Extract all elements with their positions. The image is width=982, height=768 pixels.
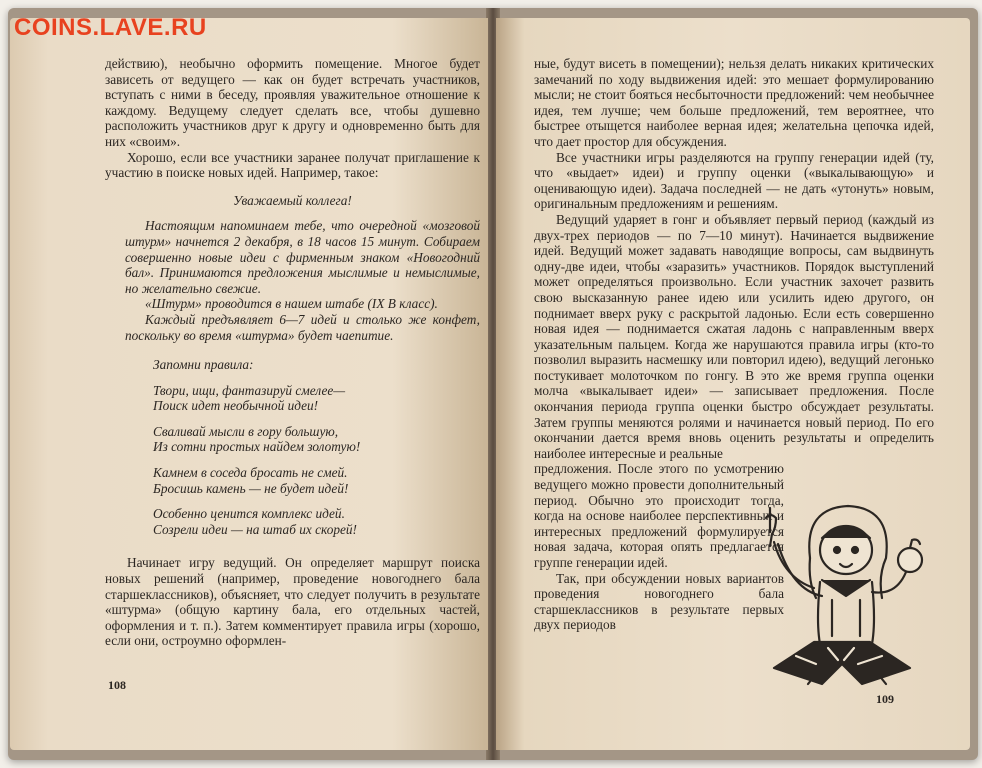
paragraph: Так, при обсуждении новых вариантов проведения новогоднего бала старшеклассников в результате первых двух периодов <box>534 570 784 633</box>
paragraph: предложения. После этого по усмотрению ведущего можно провести дополнительный период. Обычно это происходит тогда, когда на основе наиболее перспективных и интересных предложений формулируется новая задача, которая опять предлагается группе генерации идей. <box>534 461 784 570</box>
paragraph: Ведущий ударяет в гонг и объявляет первый период (каждый из двух-трех периодов — по 7—10 минут). Начинается выдвижение идей. Ведущий может задавать наводящие вопросы, сам выдвинуть одну-две идеи, чтобы «заразить» участников. Порядок выступлений может определяться произвольно. Если участник захочет развить свою высказанную ранее идею или усилить идею другого, он поднимает вверх руку с раскрытой ладонью. Если есть совершенно новая идея — поднимается сжатая ладонь с направленным вверх указательным пальцем. Когда же нарушаются правила игры (кто-то позволил выразить насмешку или повторил идею), ведущий легонько постукивает молоточком по гонгу. В это же время группа оценки молча «выкалывает идеи» — записывает предложения. После окончания периода группа оценки быстро обсуждает результаты. Затем группы меняются ролями и начинается новый период. По его окончании дается время вновь оценить результаты и определить наиболее интересные и реальные <box>534 211 934 461</box>
paragraph: Все участники игры разделяются на группу генерации идей (ту, что «выдает» идеи) и группу оценки («выкалывающую» и оценивающую идеи). Задача последней — не дать «утонуть» новым, оригинальным предложениям и решениям. <box>534 149 934 212</box>
poem-stanza <box>105 424 480 455</box>
poem-line: Сваливай мысли в гору большую, <box>153 423 339 439</box>
left-page-text <box>105 56 480 649</box>
invitation-letter <box>105 193 480 343</box>
right-page <box>496 18 970 750</box>
paragraph: действию), необычно оформить помещение. Многое будет зависеть от ведущего — как он будет встречать участников, вступать с ними в беседу, проявляя уважительное отношение к каждому. Ведущему следует сделать все, чтобы душевно расположить участников друг к другу и одновременно быть для них «своим». <box>105 56 480 149</box>
poem-line: Из сотни простых найдем золотую! <box>153 439 361 455</box>
poem-line: Камнем в соседа бросать не смей. <box>153 465 348 481</box>
site-watermark: COINS.LAVE.RU <box>14 14 207 41</box>
poem-line: Особенно ценится комплекс идей. <box>153 506 345 522</box>
letter-salutation: Уважаемый коллега! <box>233 192 352 208</box>
paragraph: Хорошо, если все участники заранее получат приглашение к участию в поиске новых идей. Например, такое: <box>105 149 480 181</box>
letter-paragraph: Настоящим напоминаем тебе, что очередной «мозговой штурм» начнется 2 декабря, в 18 часов 15 минут. Собираем совершенно новые идеи с фирменным знаком «Новогодний бал». Принимаются предложения мыслимые и немыслимые, но желательно свежие. <box>125 218 480 296</box>
poem-stanza <box>105 383 480 414</box>
poem-line: Поиск идет необычной идеи! <box>153 398 319 414</box>
letter-paragraph: «Штурм» проводится в нашем штабе (IX В класс). <box>145 296 438 312</box>
paragraph: Начинает игру ведущий. Он определяет маршрут поиска новых решений (например, проведение новогоднего бала старшеклассников), объясняет, что следует получить в результате «штурма» (общую картину бала, его отдельных частей, оформления и т. п.). Затем комментирует правила игры (хорошо, если они, остроумно оформлен- <box>105 555 480 649</box>
poem-line: Твори, ищи, фантазируй смелее— <box>153 382 346 398</box>
poem-line: Созрели идеи — на штаб их скорей! <box>153 521 357 537</box>
letter-paragraph: Каждый предъявляет 6—7 идей и столько же конфет, поскольку во время «штурма» будет чаепитие. <box>125 311 480 343</box>
page-number: 109 <box>876 692 894 706</box>
girl-with-apple-illustration <box>758 488 936 688</box>
poem-line: Бросишь камень — не будет идей! <box>153 480 349 496</box>
paragraph: ные, будут висеть в помещении); нельзя делать никаких критических замечаний по ходу выдвижения идей: это мешает формулированию мысли; не стоит бояться несбыточности предложений: чем необычнее идея, тем лучше; чем больше предложений, тем вероятнее, что быстрее отыщется наиболее верная идея; желательна цепочка идей, что дает простор для обсуждения. <box>534 56 934 149</box>
rules-title: Запомни правила: <box>153 357 254 373</box>
rules-poem <box>105 383 480 538</box>
open-book <box>8 8 978 760</box>
poem-stanza <box>105 506 480 537</box>
left-page <box>10 18 488 750</box>
page-number: 108 <box>108 678 126 692</box>
poem-stanza <box>105 465 480 496</box>
